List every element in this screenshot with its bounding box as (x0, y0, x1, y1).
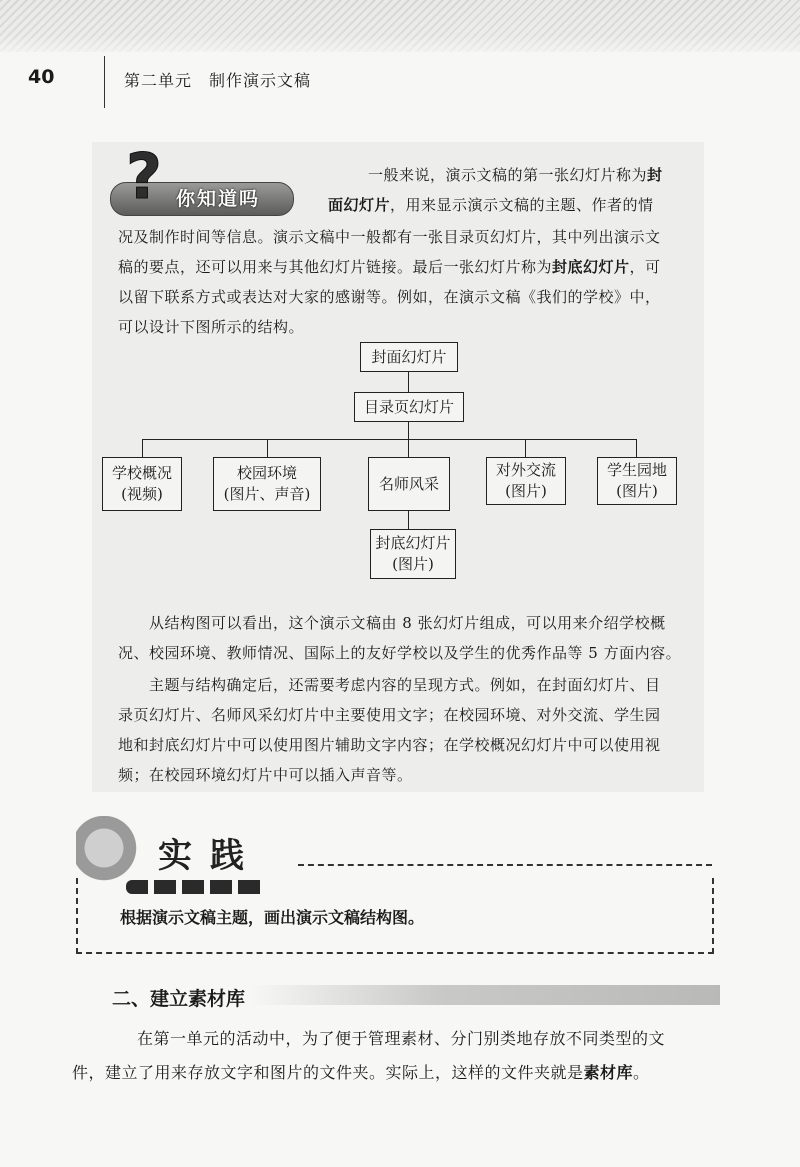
diagram-node-item: 学生园地 (图片) (597, 457, 677, 505)
unit-title: 第二单元 制作演示文稿 (124, 71, 312, 90)
diagram-connector (525, 439, 526, 457)
diagram-node-toc: 目录页幻灯片 (354, 392, 464, 422)
diagram-connector (408, 372, 409, 392)
diagram-connector (408, 439, 409, 457)
diagram-connector (142, 439, 143, 457)
body-line: 从结构图可以看出，这个演示文稿由 8 张幻灯片组成，可以用来介绍学校概 (118, 614, 666, 632)
page-number: 40 (28, 66, 55, 88)
practice-bar-decoration (126, 880, 266, 894)
body-line: 主题与结构确定后，还需要考虑内容的呈现方式。例如，在封面幻灯片、目 (118, 676, 661, 694)
diagram-connector (408, 511, 409, 529)
section-title: 二、建立素材库 (112, 988, 246, 1010)
diagram-node-item: 对外交流 (图片) (486, 457, 566, 505)
dyk-line: 以留下联系方式或表达对大家的感谢等。例如，在演示文稿《我们的学校》中， (118, 288, 661, 306)
top-decoration-fade (0, 0, 800, 60)
diagram-connector (636, 439, 637, 457)
practice-dash-line (298, 864, 712, 866)
practice-title: 实践 (158, 836, 262, 876)
diagram-node-back: 封底幻灯片 (图片) (370, 529, 456, 579)
body-line: 地和封底幻灯片中可以使用图片辅助文字内容；在学校概况幻灯片中可以使用视 (118, 736, 661, 754)
diagram-node-cover: 封面幻灯片 (360, 342, 458, 372)
dyk-line: 面幻灯片，用来显示演示文稿的主题、作者的情 (328, 196, 654, 214)
section-bar-decoration (250, 985, 720, 1005)
practice-text: 根据演示文稿主题，画出演示文稿结构图。 (120, 908, 425, 927)
dyk-line: 一般来说，演示文稿的第一张幻灯片称为封 (368, 166, 663, 184)
dyk-line: 可以设计下图所示的结构。 (118, 318, 305, 336)
diagram-node-item: 学校概况 (视频) (102, 457, 182, 511)
did-you-know-label: 你知道吗 (176, 188, 261, 210)
section-line: 件，建立了用来存放文字和图片的文件夹。实际上，这样的文件夹就是素材库。 (72, 1063, 650, 1082)
dyk-line: 况及制作时间等信息。演示文稿中一般都有一张目录页幻灯片，其中列出演示文 (118, 228, 661, 246)
diagram-branch-line (142, 439, 636, 440)
diagram-node-item: 校园环境 (图片、声音) (213, 457, 321, 511)
body-line: 频；在校园环境幻灯片中可以插入声音等。 (118, 766, 413, 784)
section-line: 在第一单元的活动中，为了便于管理素材、分门别类地存放不同类型的文 (104, 1029, 666, 1048)
body-line: 录页幻灯片、名师风采幻灯片中主要使用文字；在校园环境、对外交流、学生园 (118, 706, 661, 724)
diagram-node-item: 名师风采 (368, 457, 450, 511)
question-mark-icon: ? (126, 140, 162, 213)
header-divider (104, 56, 105, 108)
body-line: 况、校园环境、教师情况、国际上的友好学校以及学生的优秀作品等 5 方面内容。 (118, 644, 682, 662)
dyk-line: 稿的要点，还可以用来与其他幻灯片链接。最后一张幻灯片称为封底幻灯片，可 (118, 258, 661, 276)
diagram-connector (267, 439, 268, 457)
diagram-connector (408, 422, 409, 439)
